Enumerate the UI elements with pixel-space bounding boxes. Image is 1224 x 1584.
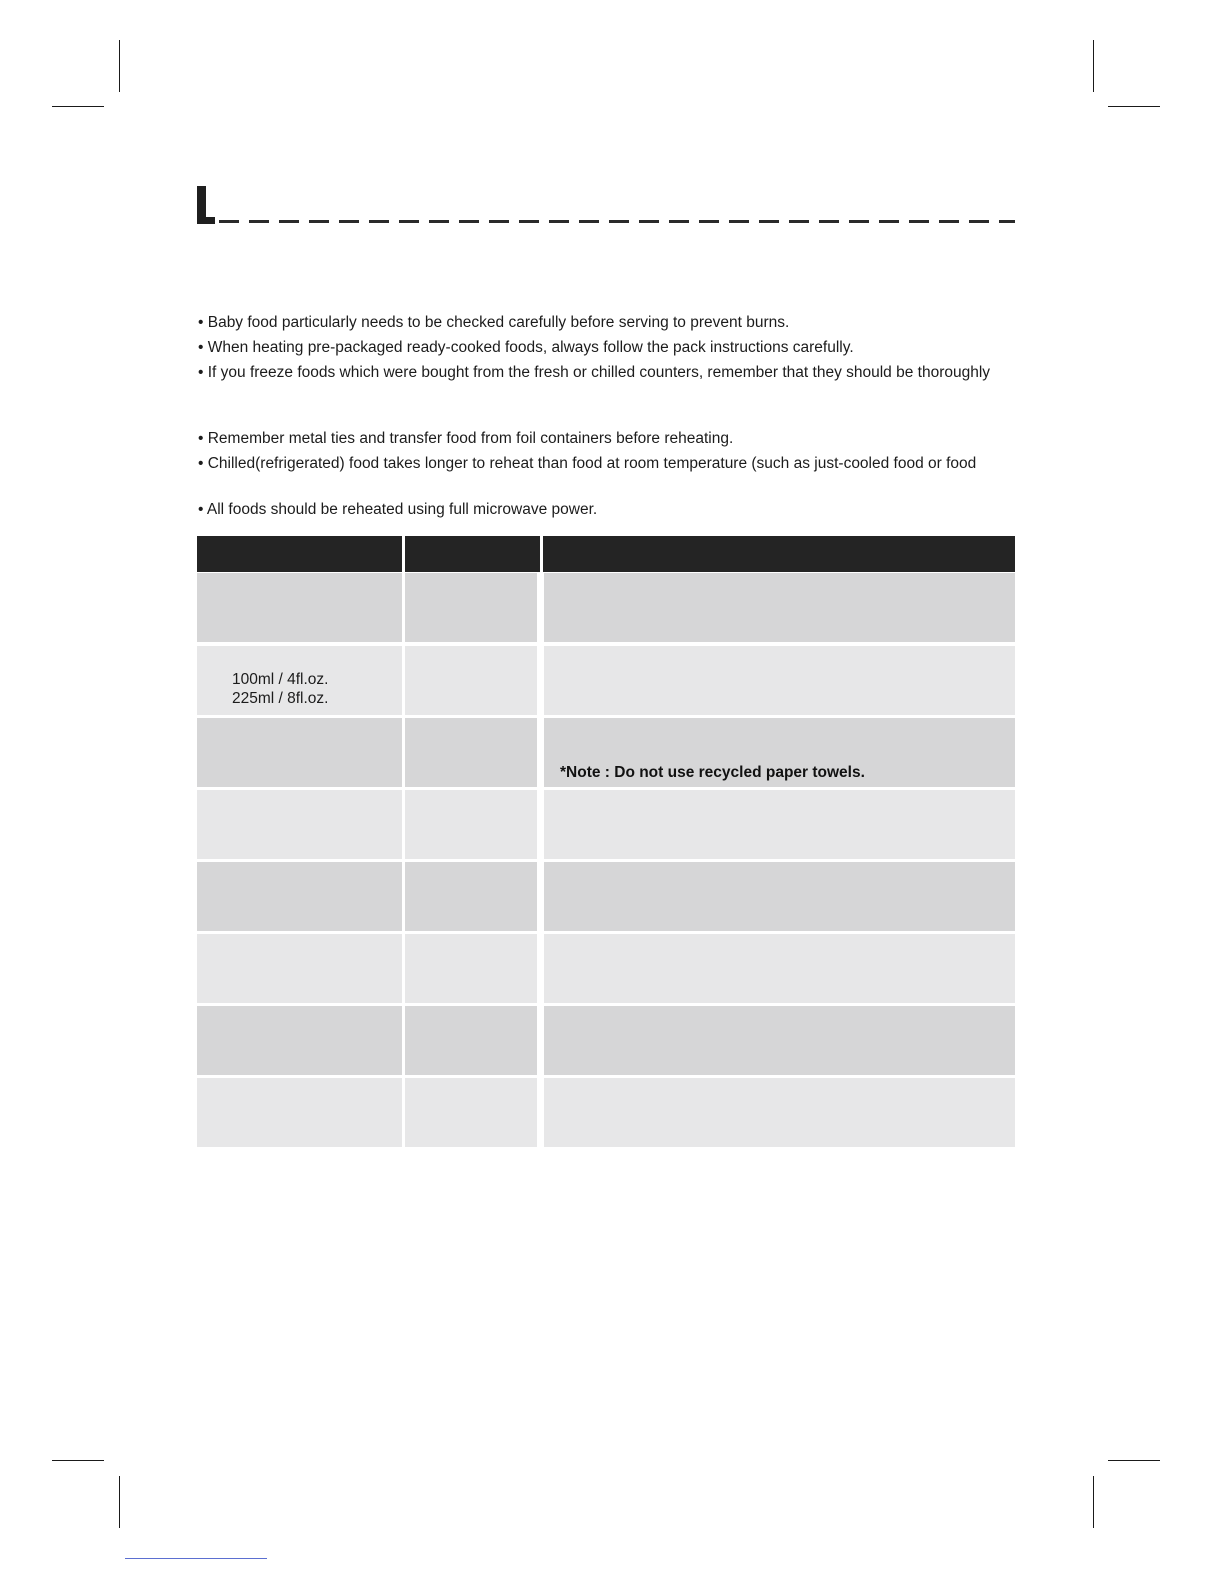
time-cell (405, 862, 537, 931)
crop-mark (1108, 106, 1160, 107)
bullet-item: • All foods should be reheated using full microwave power. (198, 501, 598, 518)
quantity-text: 225ml / 8fl.oz. (232, 690, 329, 707)
food-cell (197, 1078, 402, 1147)
time-cell (405, 790, 537, 859)
instructions-cell (544, 934, 1015, 1003)
table-row (197, 1078, 1015, 1147)
table-row (197, 862, 1015, 931)
crop-mark (1108, 1460, 1160, 1461)
heading-dashed-rule (219, 220, 1015, 223)
food-cell (197, 790, 402, 859)
heading-marker-foot (197, 217, 215, 224)
instructions-cell (544, 718, 1015, 787)
instructions-cell (544, 1078, 1015, 1147)
instructions-cell (544, 862, 1015, 931)
crop-mark (52, 1460, 104, 1461)
quantity-text: 100ml / 4fl.oz. (232, 671, 329, 688)
crop-mark (1093, 1476, 1094, 1528)
food-cell (197, 646, 402, 715)
instructions-cell (544, 646, 1015, 715)
table-header (197, 536, 1015, 572)
food-cell (197, 718, 402, 787)
crop-mark (52, 106, 104, 107)
time-cell (405, 718, 537, 787)
header-divider (540, 536, 543, 572)
crop-mark (119, 1476, 120, 1528)
crop-mark (119, 40, 120, 92)
time-cell (405, 1006, 537, 1075)
bullet-item: • Chilled(refrigerated) food takes longer to reheat than food at room temperature (such as just-cooled food or food (198, 455, 977, 472)
time-cell (405, 934, 537, 1003)
food-cell (197, 1006, 402, 1075)
food-cell (197, 573, 402, 642)
bullet-item: • If you freeze foods which were bought from the fresh or chilled counters, remember that they should be thoroughly (198, 364, 991, 381)
section-heading-bar (197, 186, 1015, 226)
bullet-item: • Baby food particularly needs to be checked carefully before serving to prevent burns. (198, 314, 790, 331)
instructions-cell (544, 1006, 1015, 1075)
table-row (197, 934, 1015, 1003)
table-row (197, 646, 1015, 715)
note-text: *Note : Do not use recycled paper towels. (560, 764, 865, 781)
time-cell (405, 573, 537, 642)
table-row (197, 718, 1015, 787)
crop-mark (1093, 40, 1094, 92)
table-row (197, 1006, 1015, 1075)
instructions-cell (544, 573, 1015, 642)
bullet-item: • When heating pre-packaged ready-cooked foods, always follow the pack instructions carefully. (198, 339, 854, 356)
instructions-cell (544, 790, 1015, 859)
header-divider (402, 536, 405, 572)
time-cell (405, 1078, 537, 1147)
table-row (197, 790, 1015, 859)
footer-rule (125, 1558, 267, 1559)
food-cell (197, 934, 402, 1003)
food-cell (197, 862, 402, 931)
time-cell (405, 646, 537, 715)
bullet-item: • Remember metal ties and transfer food from foil containers before reheating. (198, 430, 734, 447)
table-row (197, 573, 1015, 642)
